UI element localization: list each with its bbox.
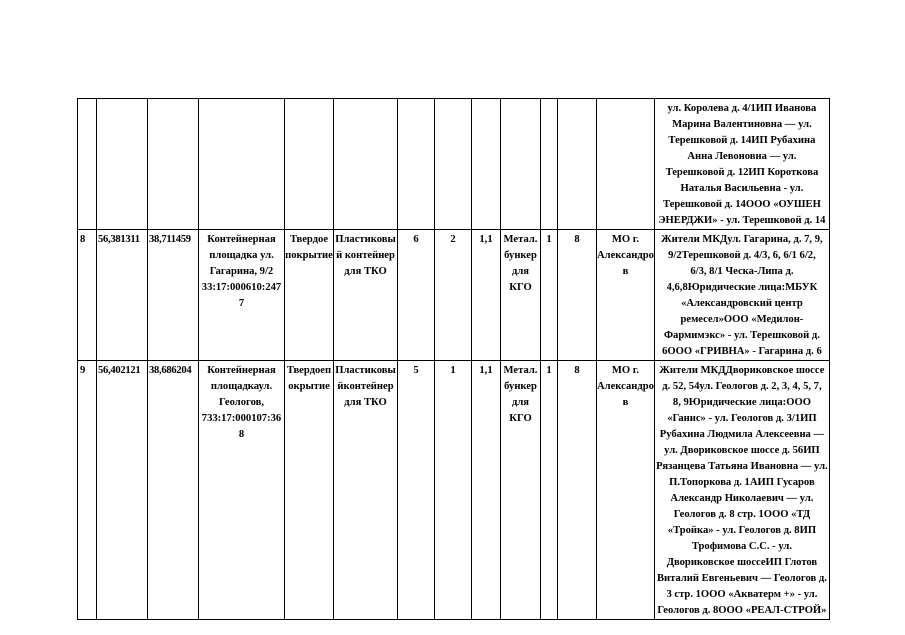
cell-text-line: Анна Левоновна — ул. [687,151,797,162]
container-count-cell [398,230,435,361]
cell-text-line: 8 [238,429,245,440]
cell-text-line: Рубахина Людмила Алексеевна — [659,429,825,440]
container-count-planned-cell [435,99,472,230]
cell-text-line: ул. Двориковское шоссе д. 56ИП [664,445,820,456]
cell-text-line: Виталий Евгеньевич — Геологов д. [656,573,827,584]
cell-text-line: Метал. [503,234,538,245]
cell-text-line: Контейнерная [207,234,276,245]
container-type-cell [334,361,398,620]
container-count-cell [398,99,435,230]
bunker-type-cell [501,230,541,361]
container-volume-cell [472,230,501,361]
cell-text-line: бункер [504,381,537,392]
bunker-count-cell [541,361,558,620]
surface-cell [285,361,334,620]
cell-text-line: Геологов д. 8 стр. 1ООО «ТД [673,509,811,520]
table-row [78,99,830,230]
cell-text-line: 3 стр. 1ООО «Акватерм +» - ул. [666,589,818,600]
cell-text-line: Твердоеп [286,365,332,376]
cell-text-line: Метал. [503,365,538,376]
longitude-cell [148,99,199,230]
container-volume-cell [472,361,501,620]
cell-text-line: Александро [597,250,654,261]
bunker-count-cell [541,99,558,230]
container-type-cell [334,99,398,230]
container-count-cell [398,361,435,620]
cell-text-line: в [622,397,629,408]
waste-sources-cell [654,361,829,620]
cell-text-line: Фармимэкс» - ул. Терешковой д. [663,330,820,341]
cell-text-line: «Александровский центр [681,298,803,309]
cell-text-line: для [511,397,530,408]
cell-text: 2 [450,234,456,245]
cell-text-line: 7 [238,298,245,309]
cell-text-line: покрытие [285,250,333,261]
cell-text-line: Жители МКДДвориковское шоссе [659,365,825,376]
cell-text-line: Наталья Васильевна - ул. [680,183,804,194]
cell-text-line: д. 52, 54ул. Геологов д. 2, 3, 4, 5, 7, [662,381,822,392]
location-cell [199,230,285,361]
cell-text-line: Жители МКДул. Гагарина, д. 7, 9, [661,234,823,245]
cell-text-line: 733:17:000107:36 [201,413,282,424]
cell-text-line: Александро [597,381,654,392]
cell-text: 56,381311 [98,234,140,245]
cell-text-line: окрытие [288,381,330,392]
owner-cell [597,361,655,620]
row-number [78,361,97,620]
cell-text-line: ЭНЕРДЖИ» - ул. Терешковой д. 14 [658,215,826,226]
cell-text-line: для ТКО [344,397,387,408]
cell-text: 6 [413,234,419,245]
table-row [78,230,830,361]
cell-text-line: для [511,266,530,277]
bunker-type-cell [501,99,541,230]
cell-text: 1,1 [479,365,493,376]
cell-text: 8 [574,365,580,376]
latitude-cell [97,99,148,230]
cell-text-line: МО г. [611,365,640,376]
container-type-cell [334,230,398,361]
cell-text-line: «Ганис» - ул. Геологов д. 3/1ИП [667,413,817,424]
waste-sources-cell [654,99,829,230]
table-row [78,361,830,620]
cell-text-line: 6/3, 8/1 Ческа-Липа д. [690,266,794,277]
cell-text-line: КГО [509,413,532,424]
cell-text: 38,686204 [149,365,192,376]
cell-text-line: Контейнерная [207,365,276,376]
cell-text-line: 9/2Терешковой д. 4/3, 6, 6/1 6/2, [668,250,816,261]
cell-text-line: Терешковой д. 14ООО «ОУШЕН [662,199,821,210]
bunker-volume-cell [558,230,597,361]
row-number [78,230,97,361]
cell-text-line: Александр Николаевич — ул. [670,493,814,504]
cell-text-line: Марина Валентиновна — ул. [672,119,812,130]
bunker-volume-cell [558,361,597,620]
cell-text: 5 [413,365,419,376]
cell-text-line: Геологов, [219,397,264,408]
cell-text: 1 [450,365,456,376]
cell-text: 56,402121 [98,365,141,376]
cell-text-line: 6ООО «ГРИВНА» - Гагарина д. 6 [662,346,822,357]
location-cell [199,99,285,230]
cell-text: 8 [80,234,86,245]
cell-text: 1 [546,365,552,376]
cell-text: 1 [546,234,552,245]
cell-text-line: Рязанцева Татьяна Ивановна — ул. [656,461,828,472]
cell-text-line: бункер [504,250,537,261]
cell-text-line: Твердое [289,234,329,245]
surface-cell [285,99,334,230]
cell-text-line: Геологов д. 8ООО «РЕАЛ-СТРОЙ» [657,605,827,616]
cell-text: 1,1 [479,234,493,245]
cell-text-line: Пластиковы [335,365,396,376]
owner-cell [597,99,655,230]
registry-table [77,98,830,620]
container-count-planned-cell [435,230,472,361]
cell-text-line: Гагарина, 9/2 [209,266,274,277]
latitude-cell [97,230,148,361]
cell-text: 8 [574,234,580,245]
cell-text-line: П.Топоркова д. 1АИП Гусаров [669,477,815,488]
cell-text-line: Трофимова С.С. - ул. [691,541,792,552]
cell-text-line: «Тройка» - ул. Геологов д. 8ИП [667,525,817,536]
container-count-planned-cell [435,361,472,620]
cell-text-line: площадкаул. [210,381,273,392]
waste-sources-cell [654,230,829,361]
location-cell [199,361,285,620]
cell-text-line: йконтейнер [337,381,394,392]
bunker-type-cell [501,361,541,620]
container-volume-cell [472,99,501,230]
cell-text-line: Терешковой д. 14ИП Рубахина [668,135,816,146]
cell-text-line: Терешковой д. 12ИП Короткова [665,167,819,178]
cell-text-line: Двориковское шоссеИП Глотов [666,557,818,568]
cell-text-line: для ТКО [344,266,387,277]
cell-text-line: 33:17:000610:247 [201,282,282,293]
cell-text-line: Пластиковы [335,234,396,245]
owner-cell [597,230,655,361]
bunker-volume-cell [558,99,597,230]
row-number [78,99,97,230]
bunker-count-cell [541,230,558,361]
cell-text-line: МО г. [611,234,640,245]
cell-text-line: в [622,266,629,277]
surface-cell [285,230,334,361]
cell-text-line: ул. Королева д. 4/1ИП Иванова [667,103,817,114]
cell-text: 9 [80,365,86,376]
longitude-cell [148,361,199,620]
cell-text-line: площадка ул. [209,250,274,261]
cell-text-line: й контейнер [336,250,395,261]
cell-text-line: КГО [509,282,532,293]
cell-text: 38,711459 [149,234,191,245]
longitude-cell [148,230,199,361]
cell-text-line: 4,6,8Юридические лица:МБУК [666,282,818,293]
latitude-cell [97,361,148,620]
cell-text-line: 8, 9Юридические лица:ООО [672,397,811,408]
cell-text-line: ремесел»ООО «Медилон- [680,314,804,325]
